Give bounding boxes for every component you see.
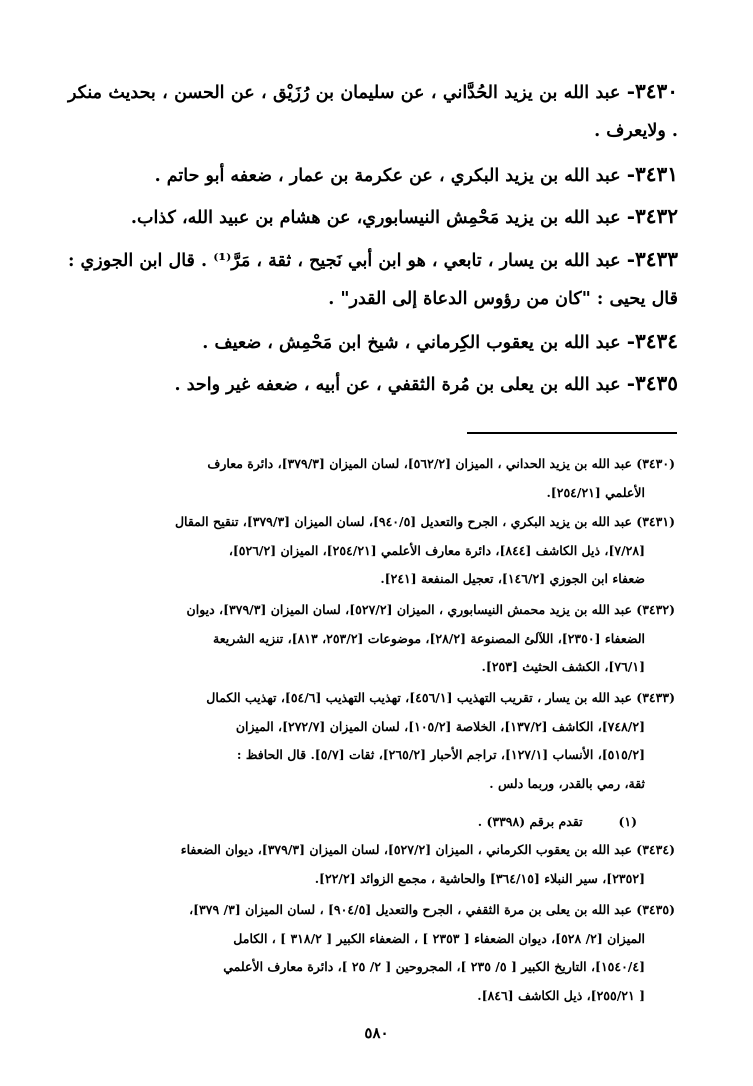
note-line: [ ٢٥٥/٢١]، ذيل الكاشف [٨٤٦].: [477, 987, 645, 1003]
entry-3435: [68, 364, 678, 404]
note-line: (٣٤٣٤) عبد الله بن يعقوب الكرماني ، الميزان [٥٢٧/٢]، لسان الميزان [٣٧٩/٣]، ديوان الضعفاء: [180, 842, 675, 857]
entry-number: ٣٤٣٤-: [626, 329, 678, 353]
note-line: [٥١٥/٢]، الأنساب [١٢٧/١]، تراجم الأحبار [٢٦٥/٢]، ثقات [٥/٧]. قال الحافظ :: [236, 747, 645, 763]
note-line: [٧٦/١]، الكشف الحثيث [٢٥٣].: [481, 659, 645, 675]
note-line: الميزان [٢/ ٥٢٨]، ديوان الضعفاء [ ٢٣٥٣ ] ، الضعفاء الكبير [ ٣١٨/٢ ] ، الكامل: [233, 930, 645, 946]
note-3431: [65, 508, 675, 594]
entry-number: ٣٤٣٢-: [626, 204, 678, 228]
note-line: (٣٤٣٠) عبد الله بن يزيد الحداني ، الميزان [٥٦٢/٢]، لسان الميزان [٣٧٩/٣]، دائرة معارف: [207, 456, 675, 471]
note-line: (٣٤٣٣) عبد الله بن يسار ، تقريب التهذيب [٤٥٦/١]، تهذيب التهذيب [٥٤/٦]، تهذيب الكمال: [206, 690, 675, 705]
entry-3431: [68, 155, 678, 195]
note-3435: [65, 896, 675, 1010]
entry-3434: [68, 322, 678, 362]
footnote-1: [65, 808, 675, 836]
note-line: الأعلمي [٢٥٤/٢١].: [546, 484, 645, 500]
note-line: [٢٣٥٢]، سير النبلاء [٣٦٤/١٥] والحاشية ، مجمع الزوائد [٢٢/٢].: [314, 870, 645, 886]
entry-3432: [68, 197, 678, 237]
entry-text: عبد الله بن يعقوب الكِرماني ، شيخ ابن مَحْمِش ، ضعيف .: [202, 333, 621, 353]
note-line: ضعفاء ابن الجوزي [١٤٦/٢]، تعجيل المنفعة [٢٤١].: [380, 571, 645, 587]
entry-number: ٣٤٣٥-: [626, 371, 678, 395]
entry-number: ٣٤٣٠-: [626, 79, 679, 103]
note-line: الضعفاء [٢٣٥٠]، اللآلئ المصنوعة [٢٨/٢]، موضوعات [٢٥٣/٢، ٨١٣]، تنزيه الشريعة: [213, 630, 645, 646]
note-line: [٧/٢٨]، ذيل الكاشف [٨٤٤]، دائرة معارف الأعلمي [٢٥٤/٢١]، الميزان [٥٢٦/٢]،: [228, 542, 645, 558]
note-line: (٣٤٣١) عبد الله بن يزيد البكري ، الجرح والتعديل [٩٤٠/٥]، لسان الميزان [٣٧٩/٣]، تنقيح المقال: [174, 514, 675, 529]
entry-number: ٣٤٣٣-: [626, 247, 679, 271]
note-line: [٧٤٨/٢]، الكاشف [١٣٧/٢]، الخلاصة [١٠٥/٢]، لسان الميزان [٢٧٢/٧]، الميزان: [235, 718, 645, 734]
footnote-marker: (١): [618, 814, 637, 829]
entry-3433: [68, 240, 678, 318]
entry-text: عبد الله بن يزيد الحُدَّاني ، عن سليمان بن رُزَيْق ، عن الحسن ، بحديث منكر . ولايعرف .: [68, 83, 678, 141]
note-3432: [65, 596, 675, 682]
note-3434: [65, 836, 675, 893]
page-number: ٥٨٠: [364, 1024, 389, 1042]
note-3433: [65, 684, 675, 798]
entry-text: عبد الله بن يسار ، تابعي ، هو ابن أبي نَجيح ، ثقة ، مَرَّ⁽¹⁾ . قال ابن الجوزي : قال يحيى : "كان من رؤوس الدعاة إلى القدر" .: [68, 251, 678, 309]
entry-number: ٣٤٣١-: [626, 162, 678, 186]
footnote-text: تقدم برقم (٣٣٩٨) .: [477, 814, 583, 829]
note-line: [١٥٤٠/٤]، التاريخ الكبير [ ٥/ ٢٣٥ ]، المجروحين [ ٢/ ٢٥ ]، دائرة معارف الأعلمي: [223, 959, 645, 975]
entry-text: عبد الله بن يزيد مَحْمِش النيسابوري، عن هشام بن عبيد الله، كذاب.: [130, 208, 621, 228]
note-line: (٣٤٣٥) عبد الله بن يعلى بن مرة الثقفي ، الجرح والتعديل [٩٠٤/٥] ، لسان الميزان [٣/ ٣٧٩]،: [189, 902, 675, 917]
note-line: ثقة، رمي بالقدر، وربما دلس .: [489, 775, 645, 791]
entry-text: عبد الله بن يزيد البكري ، عن عكرمة بن عمار ، ضعفه أبو حاتم .: [154, 166, 621, 186]
entry-text: عبد الله بن يعلى بن مُرة الثقفي ، عن أبيه ، ضعفه غير واحد .: [174, 375, 621, 395]
note-3430: [65, 450, 675, 507]
entry-3430: [68, 72, 678, 150]
note-line: (٣٤٣٢) عبد الله بن يزيد محمش النيسابوري ، الميزان [٥٢٧/٢]، لسان الميزان [٣٧٩/٣]، ديوان: [186, 602, 675, 617]
footnote-divider: [467, 432, 677, 434]
